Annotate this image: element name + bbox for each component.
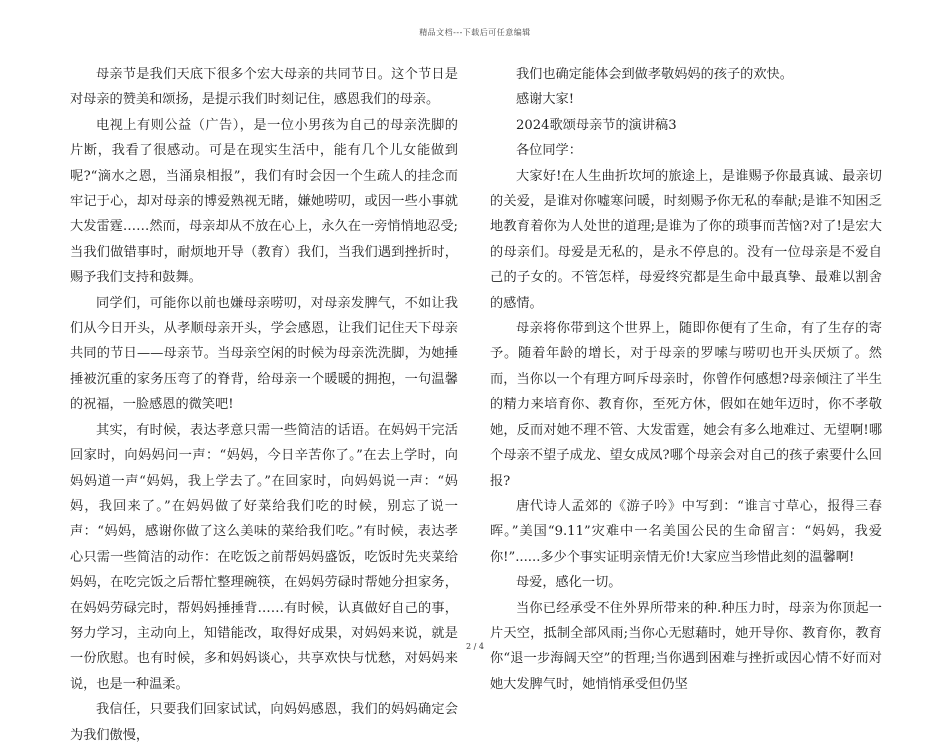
paragraph: 母亲节是我们天底下很多个宏大母亲的共同节日。这个节日是对母亲的赞美和颂扬，是提示我们时刻记住，感恩我们的母亲。 (70, 67, 458, 108)
paragraph: 大家好!在人生曲折坎坷的旅途上，是谁赐予你最真诚、最亲切的关爱，是谁对你嘘寒问暖，时刻赐予你无私的奉献;是谁不知困乏地教育着你为人处世的道理;是谁为了你的琐事而苦恼?对了!是宏大的母亲们。母爱是无私的，是永不停息的。没有一位母亲是不爱自己的子女的。不管怎样，母爱终究都是生命中最真挚、最难以割舍的感情。 (490, 168, 882, 311)
page-header: 精品文档---下载后可任意编辑 (419, 28, 531, 37)
paragraph: 我们也确定能体会到做孝敬妈妈的孩子的欢快。 (516, 67, 793, 82)
paragraph: 母爱，感化一切。 (516, 575, 622, 591)
paragraph: 其实，有时候，表达孝意只需一些简洁的话语。在妈妈干完活回家时，向妈妈问一声：“妈妈，今日辛苦你了。”在去上学时，向妈妈道一声“妈妈，我上学去了。”在回家时，向妈妈说一声：“妈妈，我回来了。”在妈妈做了好菜给我们吃的时候，别忘了说一声：“妈妈，感谢你做了这么美味的菜给我们吃。”有时候，表达孝心只需一些简洁的动作：在吃饭之前帮妈妈盛饭，吃饭时先夹菜给妈妈，在吃完饭之后帮忙整理碗筷，在妈妈劳碌时帮她分担家务，在妈妈劳碌完时，帮妈妈捶捶背……有时候，认真做好自己的事，努力学习，主动向上，知错能改，取得好成果，对妈妈来说，就是一份欣慰。也有时候，多和妈妈谈心，共享欢快与忧愁，对妈妈来说，也是一种温柔。 (70, 422, 458, 692)
paragraph: 电视上有则公益（广告），是一位小男孩为自己的母亲洗脚的片断，我看了很感动。可是在现实生活中，能有几个儿女能做到呢?“滴水之恩，当涌泉相报”，我们有时会因一个生疏人的挂念而牢记于心，却对母亲的博爱熟视无睹，嫌她唠叨，或因一些小事就大发雷霆……然而，母亲却从不放在心上，永久在一旁悄悄地忍受;当我们做错事时，耐烦地开导（教育）我们，当我们遇到挫折时，赐予我们支持和鼓舞。 (70, 117, 458, 286)
paragraph: 我信任，只要我们回家试试，向妈妈感恩，我们的妈妈确定会为我们傲慢， (70, 702, 458, 743)
paragraph: 唐代诗人孟郊的《游子吟》中写到：“谁言寸草心，报得三春晖。”美国“9.11”灾难中一名美国公民的生命留言：“妈妈，我爱你!”......多少个事实证明亲情无价!大家应当珍惜此刻的温馨啊! (490, 498, 882, 565)
section-title: 2024歌颂母亲节的演讲稿3 (516, 117, 677, 133)
paragraph: 母亲将你带到这个世界上，随即你便有了生命，有了生存的寄予。随着年龄的增长，对于母亲的罗嗦与唠叨也开头厌烦了。然而，当你以一个有理方呵斥母亲时，你曾作何感想?母亲倾注了半生的精力来培育你、教育你，至死方休，假如在她年迈时，你不孝敬她，反而对她不理不管、大发雷霆，她会有多么地难过、无望啊!哪个母亲不望子成龙、望女成凤?哪个母亲会对自己的孩子索要什么回报? (490, 321, 882, 489)
right-column (490, 62, 882, 697)
salutation: 各位同学： (516, 143, 582, 159)
paragraph: 当你已经承受不住外界所带来的种.种压力时，母亲为你顶起一片天空，抵制全部风雨;当你心无慰藉时，她开导你、教育你，教育你“退一步海阔天空”的哲理;当你遇到困难与挫折或因心情不好而对她大发脾气时，她悄悄承受但仍坚 (490, 600, 882, 692)
closing-thanks: 感谢大家! (516, 92, 575, 108)
paragraph: 同学们，可能你以前也嫌母亲唠叨，对母亲发脾气，不如让我们从今日开头，从孝顺母亲开头，学会感恩，让我们记住天下母亲共同的节日——母亲节。当母亲空闲的时候为母亲洗洗脚，为她捶捶被沉重的家务压弯了的脊背，给母亲一个暖暖的拥抱，一句温馨的祝福，一脸感恩的微笑吧! (70, 295, 458, 413)
page-number: 2 / 4 (466, 642, 484, 651)
